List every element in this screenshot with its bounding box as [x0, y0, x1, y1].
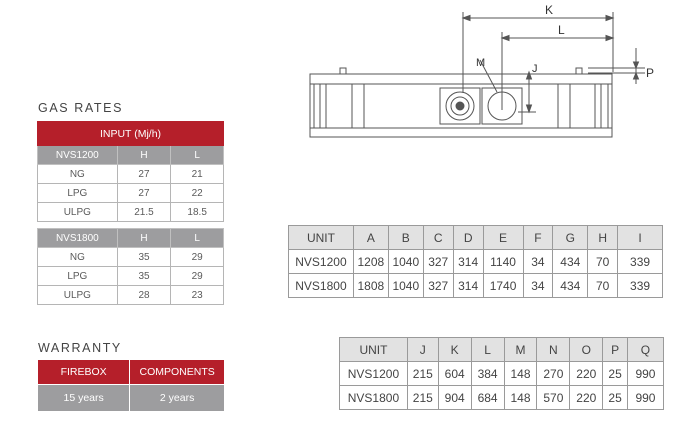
table-cell: NVS1200	[289, 250, 354, 274]
table-cell: 270	[537, 362, 570, 386]
l-value: 29	[171, 248, 224, 267]
column-header: J	[407, 338, 438, 362]
table-cell: 314	[453, 274, 483, 298]
table-cell: 25	[603, 362, 628, 386]
components-value: 2 years	[130, 385, 225, 412]
table-cell: 70	[588, 274, 618, 298]
column-header: A	[353, 226, 388, 250]
table-cell: 570	[537, 386, 570, 410]
table-row	[38, 203, 224, 222]
column-header: UNIT	[289, 226, 354, 250]
gas-rates-table-nvs1800	[37, 228, 224, 305]
table-cell: 434	[553, 250, 588, 274]
h-value: 27	[117, 165, 171, 184]
table-cell: 215	[407, 386, 438, 410]
column-header: F	[523, 226, 553, 250]
table-cell: 904	[438, 386, 471, 410]
gas-type: LPG	[38, 267, 118, 286]
column-header: N	[537, 338, 570, 362]
l-value: 29	[171, 267, 224, 286]
column-header: D	[453, 226, 483, 250]
table-cell: 70	[588, 250, 618, 274]
column-header: B	[388, 226, 423, 250]
j-label: J	[532, 63, 538, 75]
table-cell: 384	[471, 362, 504, 386]
gas-type: ULPG	[38, 286, 118, 305]
table-cell: 1040	[388, 274, 423, 298]
table-row	[340, 362, 664, 386]
firebox-value: 15 years	[38, 385, 130, 412]
table-cell: 684	[471, 386, 504, 410]
table-cell: 25	[603, 386, 628, 410]
h-header: H	[117, 146, 171, 165]
l-header: L	[171, 146, 224, 165]
table-cell: 215	[407, 362, 438, 386]
column-header: C	[423, 226, 453, 250]
l-value: 21	[171, 165, 224, 184]
table-cell: 220	[570, 386, 603, 410]
table-row	[38, 184, 224, 203]
column-header: G	[553, 226, 588, 250]
unit-nvs1200: NVS1200	[38, 146, 118, 165]
table-cell: 990	[627, 362, 663, 386]
table-cell: 434	[553, 274, 588, 298]
column-header: UNIT	[340, 338, 408, 362]
table-row	[38, 165, 224, 184]
table-cell: 148	[504, 362, 537, 386]
table-cell: NVS1200	[340, 362, 408, 386]
column-header: H	[588, 226, 618, 250]
table-cell: 327	[423, 274, 453, 298]
column-header: Q	[627, 338, 663, 362]
table-row	[289, 250, 663, 274]
table-row	[340, 386, 664, 410]
h-value: 27	[117, 184, 171, 203]
table-cell: 990	[627, 386, 663, 410]
dimensions-table-j-q	[339, 337, 664, 410]
p-label: P	[646, 66, 655, 80]
dimensions-table-a-i	[288, 225, 663, 298]
table-cell: 339	[618, 250, 663, 274]
table-row	[289, 274, 663, 298]
gas-rates-table	[37, 121, 224, 222]
gas-type: LPG	[38, 184, 118, 203]
table-cell: 314	[453, 250, 483, 274]
warranty-title: WARRANTY	[38, 341, 122, 355]
l-label: L	[558, 23, 565, 37]
l-value: 22	[171, 184, 224, 203]
h-value: 28	[117, 286, 171, 305]
column-header: O	[570, 338, 603, 362]
table-cell: 34	[523, 250, 553, 274]
table-row	[38, 286, 224, 305]
h-value: 35	[117, 248, 171, 267]
table-cell: 1740	[483, 274, 523, 298]
table-cell: NVS1800	[340, 386, 408, 410]
column-header: I	[618, 226, 663, 250]
column-header: E	[483, 226, 523, 250]
table-cell: 34	[523, 274, 553, 298]
gas-type: NG	[38, 248, 118, 267]
gas-type: NG	[38, 165, 118, 184]
h-header: H	[117, 229, 171, 248]
column-header: M	[504, 338, 537, 362]
l-header: L	[171, 229, 224, 248]
h-value: 35	[117, 267, 171, 286]
warranty-table	[37, 359, 225, 412]
table-cell: NVS1800	[289, 274, 354, 298]
table-row	[38, 267, 224, 286]
l-value: 23	[171, 286, 224, 305]
unit-nvs1800: NVS1800	[38, 229, 118, 248]
table-cell: 220	[570, 362, 603, 386]
table-cell: 339	[618, 274, 663, 298]
table-cell: 604	[438, 362, 471, 386]
table-row	[38, 248, 224, 267]
k-label: K	[545, 3, 554, 17]
table-cell: 1208	[353, 250, 388, 274]
input-header: INPUT (Mj/h)	[38, 122, 224, 146]
h-value: 21.5	[117, 203, 171, 222]
gas-rates-title: GAS RATES	[38, 101, 124, 115]
table-cell: 1140	[483, 250, 523, 274]
firebox-header: FIREBOX	[38, 360, 130, 385]
table-cell: 1808	[353, 274, 388, 298]
table-cell: 1040	[388, 250, 423, 274]
column-header: K	[438, 338, 471, 362]
column-header: P	[603, 338, 628, 362]
table-cell: 327	[423, 250, 453, 274]
table-cell: 148	[504, 386, 537, 410]
technical-drawing	[300, 0, 670, 150]
l-value: 18.5	[171, 203, 224, 222]
gas-type: ULPG	[38, 203, 118, 222]
column-header: L	[471, 338, 504, 362]
m-label: M	[476, 57, 486, 69]
components-header: COMPONENTS	[130, 360, 225, 385]
